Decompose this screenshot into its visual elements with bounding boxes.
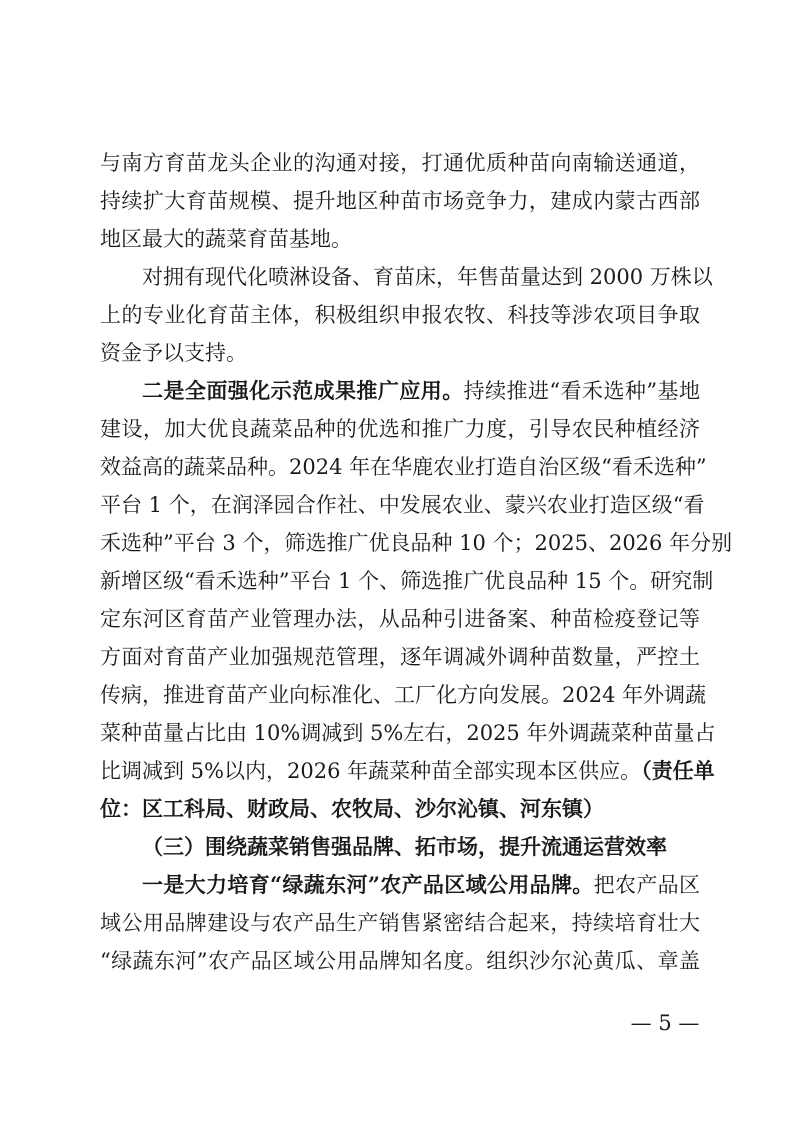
paragraph-line: 与南方育苗龙头企业的沟通对接，打通优质种苗向南输送通道， xyxy=(100,151,700,175)
paragraph-line xyxy=(142,866,700,904)
paragraph-text: 持续推进“看禾选种”基地 xyxy=(463,379,700,403)
paragraph-line: 平台 1 个，在润泽园合作社、中发展农业、蒙兴农业打造区级“看 xyxy=(100,493,705,517)
responsibility-note: 位：区工科局、财政局、农牧局、沙尔沁镇、河东镇） xyxy=(100,796,604,821)
paragraph-line: 禾选种”平台 3 个，筛选推广优良品种 10 个；2025、2026 年分别 xyxy=(100,531,733,555)
page-number: — 5 — xyxy=(630,1011,700,1035)
paragraph-line: 新增区级“看禾选种”平台 1 个、筛选推广优良品种 15 个。研究制 xyxy=(100,569,714,593)
paragraph-line xyxy=(142,372,700,410)
paragraph-line: 菜种苗量占比由 10%调减到 5%左右，2025 年外调蔬菜种苗量占 xyxy=(100,721,716,745)
paragraph-line: 定东河区育苗产业管理办法，从品种引进备案、种苗检疫登记等 xyxy=(100,607,700,631)
paragraph-text: 比调减到 5%以内，2026 年蔬菜种苗全部实现本区供应。 xyxy=(100,759,642,783)
section-lead: 一是大力培育“绿蔬东河”农产品区域公用品牌。 xyxy=(142,872,594,897)
paragraph-line: 效益高的蔬菜品种。2024 年在华鹿农业打造自治区级“看禾选种” xyxy=(100,455,707,479)
paragraph-text: 把农产品区 xyxy=(593,873,700,897)
paragraph-line: 域公用品牌建设与农产品生产销售紧密结合起来，持续培育壮大 xyxy=(100,911,700,935)
paragraph-line: 建设，加大优良蔬菜品种的优选和推广力度，引导农民种植经济 xyxy=(100,417,700,441)
paragraph-line: 对拥有现代化喷淋设备、育苗床，年售苗量达到 2000 万株以 xyxy=(142,265,713,289)
paragraph-line: 持续扩大育苗规模、提升地区种苗市场竞争力，建成内蒙古西部 xyxy=(100,189,700,213)
section-lead: 二是全面强化示范成果推广应用。 xyxy=(142,378,464,403)
responsibility-note: （责任单 xyxy=(641,758,715,783)
paragraph-line xyxy=(100,752,715,790)
paragraph-line: 上的专业化育苗主体，积极组织申报农牧、科技等涉农项目争取 xyxy=(100,303,700,327)
paragraph-line: 方面对育苗产业加强规范管理，逐年调减外调种苗数量，严控土 xyxy=(100,645,700,669)
section-heading: （三）围绕蔬菜销售强品牌、拓市场，提升流通运营效率 xyxy=(142,834,667,859)
paragraph-line: 资金予以支持。 xyxy=(100,341,247,365)
paragraph-line: “绿蔬东河”农产品区域公用品牌知名度。组织沙尔沁黄瓜、章盖 xyxy=(100,949,700,973)
paragraph-line: 传病，推进育苗产业向标准化、工厂化方向发展。2024 年外调蔬 xyxy=(100,683,707,707)
paragraph-line: 地区最大的蔬菜育苗基地。 xyxy=(100,227,352,251)
